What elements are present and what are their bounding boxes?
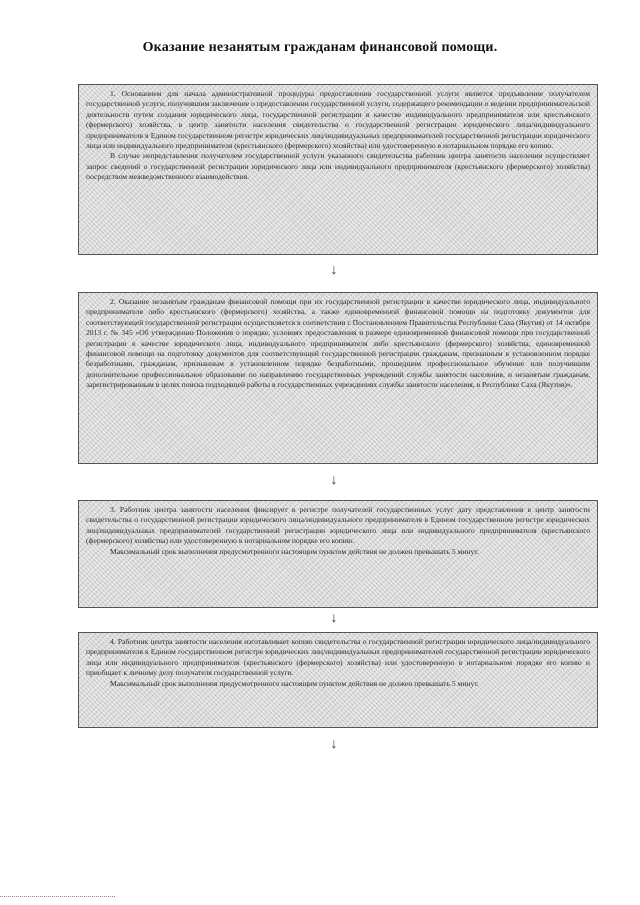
step-3-paragraph-1: 3. Работник центра занятости населения фиксирует в регистре получателей государственных услуг дату представления в центр занятости свидетельства о государственной регистрации юридического лица/индивидуального предпринимателя в Едином государственном регистре юридических лиц/индивидуальных предпринимателей государственной регистрации юридического лица или индивидуального предпринимателя (крестьянского (фермерского) хозяйства) или удостоверенную в нотариальном порядке его копию. xyxy=(86,505,590,546)
step-2-paragraph-1: 2. Оказание незанятым гражданам финансовой помощи при их государственной регистрации в качестве юридического лица, индивидуального предпринимателя либо крестьянского (фермерского) хозяйства, а также единовременной финансовой помощи на подготовку документов для соответствующей государственной регистрации осуществляется в соответствии с Постановлением Правительства Республики Саха (Якутия) от 14 октября 2013 г. № 345 «Об утверждении Положения о порядке, условиях предоставления и размере единовременной финансовой помощи при государственной регистрации в качестве юридического лица, индивидуального предпринимателя либо крестьянского (фермерского) хозяйства, единовременной финансовой помощи на подготовку документов для соответствующей государственной регистрации гражданам, признанным в установленном порядке безработными, гражданам, признанным в установленном порядке безработными, прошедшим профессиональное обучение или получившим дополнительное профессиональное образование по направлению государственных учреждений службы занятости населения, и незанятым гражданам, зарегистрированным в целях поиска подходящей работы в государственных учреждениях службы занятости населения, в Республике Саха (Якутия)». xyxy=(86,297,590,390)
step-3-paragraph-2: Максимальный срок выполнения предусмотренного настоящим пунктом действия не должен превышать 5 минут. xyxy=(110,546,479,556)
step-4-paragraph-1: 4. Работник центра занятости населения изготавливает копию свидетельства о государственной регистрации юридического лица/индивидуального предпринимателя в Едином государственном регистре юридических лиц/индивидуальных предпринимателей государственной регистрации юридического лица или индивидуального предпринимателя (крестьянского (фермерского) хозяйства) или удостоверенную в нотариальном порядке его копию и приобщает к личному делу получателя государственной услуги. xyxy=(86,637,590,678)
down-arrow-icon: ↓ xyxy=(330,473,338,488)
step-4-paragraph-2: Максимальный срок выполнения предусмотренного настоящим пунктом действия не должен превышать 5 минут. xyxy=(110,678,479,688)
step-block-1 xyxy=(78,84,598,255)
footer-divider xyxy=(0,896,115,897)
step-block-4 xyxy=(78,632,598,728)
down-arrow-icon: ↓ xyxy=(330,263,338,278)
down-arrow-icon: ↓ xyxy=(330,611,338,626)
step-block-2 xyxy=(78,292,598,464)
step-block-3 xyxy=(78,500,598,608)
page-title: Оказание незанятым гражданам финансовой помощи. xyxy=(142,40,498,55)
down-arrow-icon: ↓ xyxy=(330,737,338,752)
step-1-paragraph-1: 1. Основанием для начала административной процедуры предоставления государственной услуги является предъявление получателем государственной услуги, получившим заключение о предоставлении государственной услуги, содержащего рекомендации о ведении предпринимательской деятельности путем создания юридического лица, государственной регистрации в качестве индивидуального предпринимателя или крестьянского (фермерского) хозяйства, в центр занятости населения свидетельства о государственной регистрации юридического лица/индивидуального предпринимателя в Едином государственном регистре юридических лиц/индивидуальных предпринимателей государственной регистрации юридического лица или индивидуального предпринимателя (крестьянского (фермерского) хозяйства) или удостоверенную в нотариальном порядке его копию. xyxy=(86,89,590,151)
step-1-paragraph-2: В случае непредставления получателем государственной услуги указанного свидетельства работник центра занятости населения осуществляет запрос сведений о государственной регистрации юридического лица или индивидуального предпринимателя (крестьянского (фермерского) хозяйства) посредством межведомственного взаимодействия. xyxy=(86,151,590,182)
